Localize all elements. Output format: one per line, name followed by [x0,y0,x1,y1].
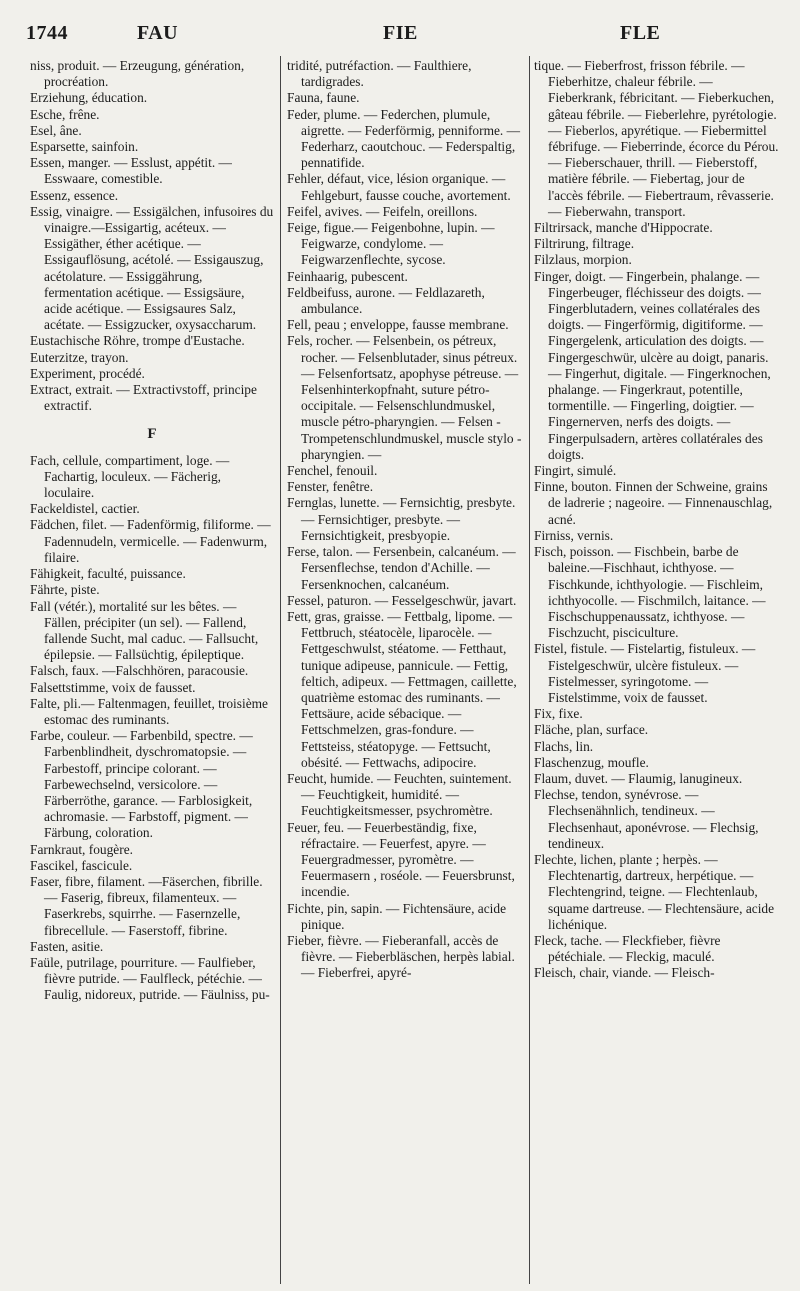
dictionary-entry: Fleck, tache. — Fleckfieber, fièvre pétéchiale. — Fleckig, maculé. [534,932,721,965]
dictionary-entry: Essig, vinaigre. — Essigälchen, infusoires du vinaigre.—Essigartig, acéteux. — Essigäther, éther acétique. — Essigauflösung, acétolé. — Essigauszug, acétolature. — Essiggährung, fermentation acétique. — Essigsäure, acide acétique. — Essigsaures Salz, acétate. — Essigzucker, oxysaccharum. [30,203,274,333]
dictionary-entry: Firniss, vernis. [534,527,614,543]
dictionary-entry: Falsettstimme, voix de fausset. [30,679,196,695]
page-number: 1744 [26,22,68,44]
entry-list-top [30,58,274,414]
dictionary-entry: Fähigkeit, faculté, puissance. [30,566,186,582]
dictionary-entry: Fett, gras, graisse. — Fettbalg, lipome. — Fettbruch, stéatocèle, liparocèle. — Fettgeschwulst, stéatome. — Fetthaut, tunique adipeuse, pannicule. — Fettig, feltich, adipeux. — Fettmagen, caillette, quatrième estomac des ruminants. — Fettsäure, acide sébacique. — Fettschmelzen, gras-fondure. — Fettsteiss, stéatopyge. — Fettsucht, obésité. — Fettwachs, adipocire. [287,608,517,770]
dictionary-entry: Fisch, poisson. — Fischbein, barbe de baleine.—Fischhaut, ichthyose. — Fischkunde, ichthyologie. — Fischleim, ichthyocolle. — Fischmilch, laitance. — Fischschuppenaussatz, ichthyose. — Fischzucht, pisciculture. [534,544,766,641]
dictionary-entry: Fenster, fenêtre. [287,479,374,495]
dictionary-entry: Erziehung, éducation. [30,90,148,106]
entry-list [534,58,780,982]
dictionary-entry: Fix, fixe. [534,706,583,722]
dictionary-entry: Flachs, lin. [534,738,594,754]
column-divider-1 [280,56,281,1284]
dictionary-entry: Filtrirsack, manche d'Hippocrate. [534,220,713,236]
dictionary-entry: Essen, manger. — Esslust, appétit. — Esswaare, comestible. [30,155,232,187]
dictionary-entry: Farnkraut, fougère. [30,841,133,857]
dictionary-entry: Fädchen, filet. — Fadenförmig, filiforme. — Fadennudeln, vermicelle. — Fadenwurm, filaire. [30,517,271,565]
dictionary-entry: Feldbeifuss, aurone. — Feldlazareth, ambulance. [287,284,485,317]
dictionary-entry: Filzlaus, morpion. [534,252,632,268]
dictionary-entry: Fall (vétér.), mortalité sur les bêtes. — Fällen, précipiter (un sel). — Fallend, fallende Sucht, mal caduc. — Fallsucht, épilepsie. — Fallsüchtig, épileptique. [30,598,259,663]
dictionary-entry: Feinhaarig, pubescent. [287,268,408,284]
dictionary-entry: Essenz, essence. [30,187,119,203]
dictionary-entry: Fels, rocher. — Felsenbein, os pétreux, rocher. — Felsenblutader, sinus pétreux. — Felsenfortsatz, apophyse pétreuse. — Felsenhinterkopfnaht, suture pétro-occipitale. — Felsenschlundmuskel, muscle pétro-pharyngien. — Felsen - Trompetenschlundmuskel, muscle stylo - pharyngien. — [287,333,522,462]
dictionary-entry: Experiment, procédé. [30,365,145,381]
dictionary-entry: Flechse, tendon, synévrose. — Flechsenähnlich, tendineux. — Flechsenhaut, aponévrose. — Flechsig, tendineux. [534,787,759,851]
dictionary-entry: Esel, âne. [30,122,82,138]
left-guide-word: FAU [137,22,179,44]
entry-list [287,58,525,982]
dictionary-entry: Filtrirung, filtrage. [534,236,635,252]
dictionary-entry: Falsch, faux. —Falschhören, paracousie. [30,663,249,679]
dictionary-entry: Fauna, faune. [287,90,360,106]
dictionary-entry: Fistel, fistule. — Fistelartig, fistuleux. — Fistelgeschwür, ulcère fistuleux. — Fistelmesser, syringotome. — Fistelstimme, voix de fausset. [534,641,756,705]
dictionary-entry: Extract, extrait. — Extractivstoff, principe extractif. [30,382,257,414]
dictionary-entry: Esche, frêne. [30,106,100,122]
dictionary-entry: Fichte, pin, sapin. — Fichtensäure, acide pinique. [287,900,507,932]
dictionary-entry: Feucht, humide. — Feuchten, suintement. — Feuchtigkeit, humidité. — Feuchtigkeitsmesser, psychromètre. [287,770,512,819]
dictionary-entry: Flechte, lichen, plante ; herpès. — Flechtenartig, dartreux, herpétique. — Flechtengrind, teigne. — Flechtenlaub, squame dartreuse. — Flechtensäure, acide lichénique. [534,851,775,932]
center-guide-word: FIE [383,22,418,44]
dictionary-entry: Fenchel, fenouil. [287,463,378,479]
dictionary-entry: Fach, cellule, compartiment, loge. — Fachartig, loculeux. — Fächerig, loculaire. [30,452,230,501]
dictionary-entry: Farbe, couleur. — Farbenbild, spectre. — Farbenblindheit, dyschromatopsie. — Farbestoff, principe colorant. — Farbewechselnd, versicolore. — Färberröthe, garance. — Farblosigkeit, achromasie. — Farbstoff, pigment. — Färbung, coloration. [30,728,253,841]
dictionary-entry: Esparsette, sainfoin. [30,139,139,155]
dictionary-entry: Fessel, paturon. — Fesselgeschwür, javart. [287,592,517,608]
column-3 [534,58,780,1286]
dictionary-entry: Flaum, duvet. — Flaumig, lanugineux. [534,770,743,786]
dictionary-entry: tridité, putréfaction. — Faulthiere, tardigrades. [287,58,472,90]
dictionary-entry: Euterzitze, trayon. [30,349,129,365]
dictionary-entry: Fascikel, fascicule. [30,857,133,873]
dictionary-entry: Faser, fibre, filament. —Fäserchen, fibrille. — Faserig, fibreux, filamenteux. — Faserkrebs, squirrhe. — Fasernzelle, fibrecellule. — Faserstoff, fibrine. [30,873,263,938]
dictionary-entry: Feige, figue.— Feigenbohne, lupin. — Feigwarze, condylome. — Feigwarzenflechte, sycose. [287,220,495,268]
column-1 [30,58,274,1286]
dictionary-entry: Fernglas, lunette. — Fernsichtig, presbyte. — Fernsichtiger, presbyte. — Fernsichtigkeit, presbyopie. [287,495,516,543]
dictionary-entry: niss, produit. — Erzeugung, génération, procréation. [30,58,245,90]
running-header [0,22,800,52]
dictionary-entry: Fieber, fièvre. — Fieberanfall, accès de fièvre. — Fieberbläschen, herpès labial. — Fieberfrei, apyré- [287,932,515,981]
dictionary-entry: Fleisch, chair, viande. — Fleisch- [534,965,715,981]
dictionary-entry: Fell, peau ; enveloppe, fausse membrane. [287,317,509,333]
dictionary-entry: Fährte, piste. [30,582,100,598]
column-2 [287,58,525,1286]
dictionary-entry: tique. — Fieberfrost, frisson fébrile. — Fieberhitze, chaleur fébrile. —Fieberkrank, fébricitant. — Fieberkuchen, gâteau fébrile. — Fieberlehre, pyrétologie. — Fieberlos, apyrétique. — Fiebermittel fébrifuge. — Fieberrinde, écorce du Pérou. — Fieberschauer, thrill. — Fieberstoff, matière fébrile. — Fiebertag, jour de l'accès fébrile. — Fiebertraum, rêvasserie. — Fieberwahn, transport. [534,58,779,219]
dictionary-entry: Flaschenzug, moufle. [534,754,649,770]
section-letter-heading: F [147,426,157,443]
dictionary-entry: Faüle, putrilage, pourriture. — Faulfieber, fièvre putride. — Faulfleck, pétéchie. — Faulig, nidoreux, putride. — Fäulniss, pu- [30,954,270,1003]
dictionary-entry: Finger, doigt. — Fingerbein, phalange. — Fingerbeuger, fléchisseur des doigts. — Fingerblutadern, veines collatérales des doigts. — Fingerförmig, digitiforme. — Fingergelenk, articulation des doigts. — Fingergeschwür, ulcère au doigt, panaris. — Fingerhut, digitale. — Fingerknochen, phalange. — Fingerkraut, potentille, tormentille. — Fingerling, doigtier. — Fingernerven, nerfs des doigts. — Fingerpulsadern, artères collatérales des doigts. [534,268,771,462]
dictionary-entry: Finne, bouton. Finnen der Schweine, grains de ladrerie ; nageoire. — Finnenauschlag, acné. [534,479,773,527]
dictionary-entry: Fingirt, simulé. [534,463,617,479]
right-guide-word: FLE [620,22,661,44]
dictionary-entry: Eustachische Röhre, trompe d'Eustache. [30,333,245,349]
entry-list-bottom [30,453,274,1004]
dictionary-entry: Fläche, plan, surface. [534,722,649,738]
dictionary-entry: Ferse, talon. — Fersenbein, calcanéum. — Fersenflechse, tendon d'Achille. — Fersenknochen, calcanéum. [287,544,516,592]
dictionary-entry: Feifel, avives. — Feifeln, oreillons. [287,203,478,219]
dictionary-entry: Fehler, défaut, vice, lésion organique. — Fehlgeburt, fausse couche, avortement. [287,171,511,203]
dictionary-entry: Fackeldistel, cactier. [30,501,140,517]
dictionary-entry: Feder, plume. — Federchen, plumule, aigrette. — Federförmig, penniforme. — Federharz, caoutchouc. — Federspaltig, pennatifide. [287,106,521,171]
column-divider-2 [529,56,530,1284]
dictionary-entry: Feuer, feu. — Feuerbeständig, fixe, réfractaire. — Feuerfest, apyre. — Feuergradmesser, pyromètre. — Feuermasern , roséole. — Feuersbrunst, incendie. [287,819,515,900]
dictionary-entry: Fasten, asitie. [30,938,104,954]
dictionary-entry: Falte, pli.— Faltenmagen, feuillet, troisième estomac des ruminants. [30,695,268,727]
